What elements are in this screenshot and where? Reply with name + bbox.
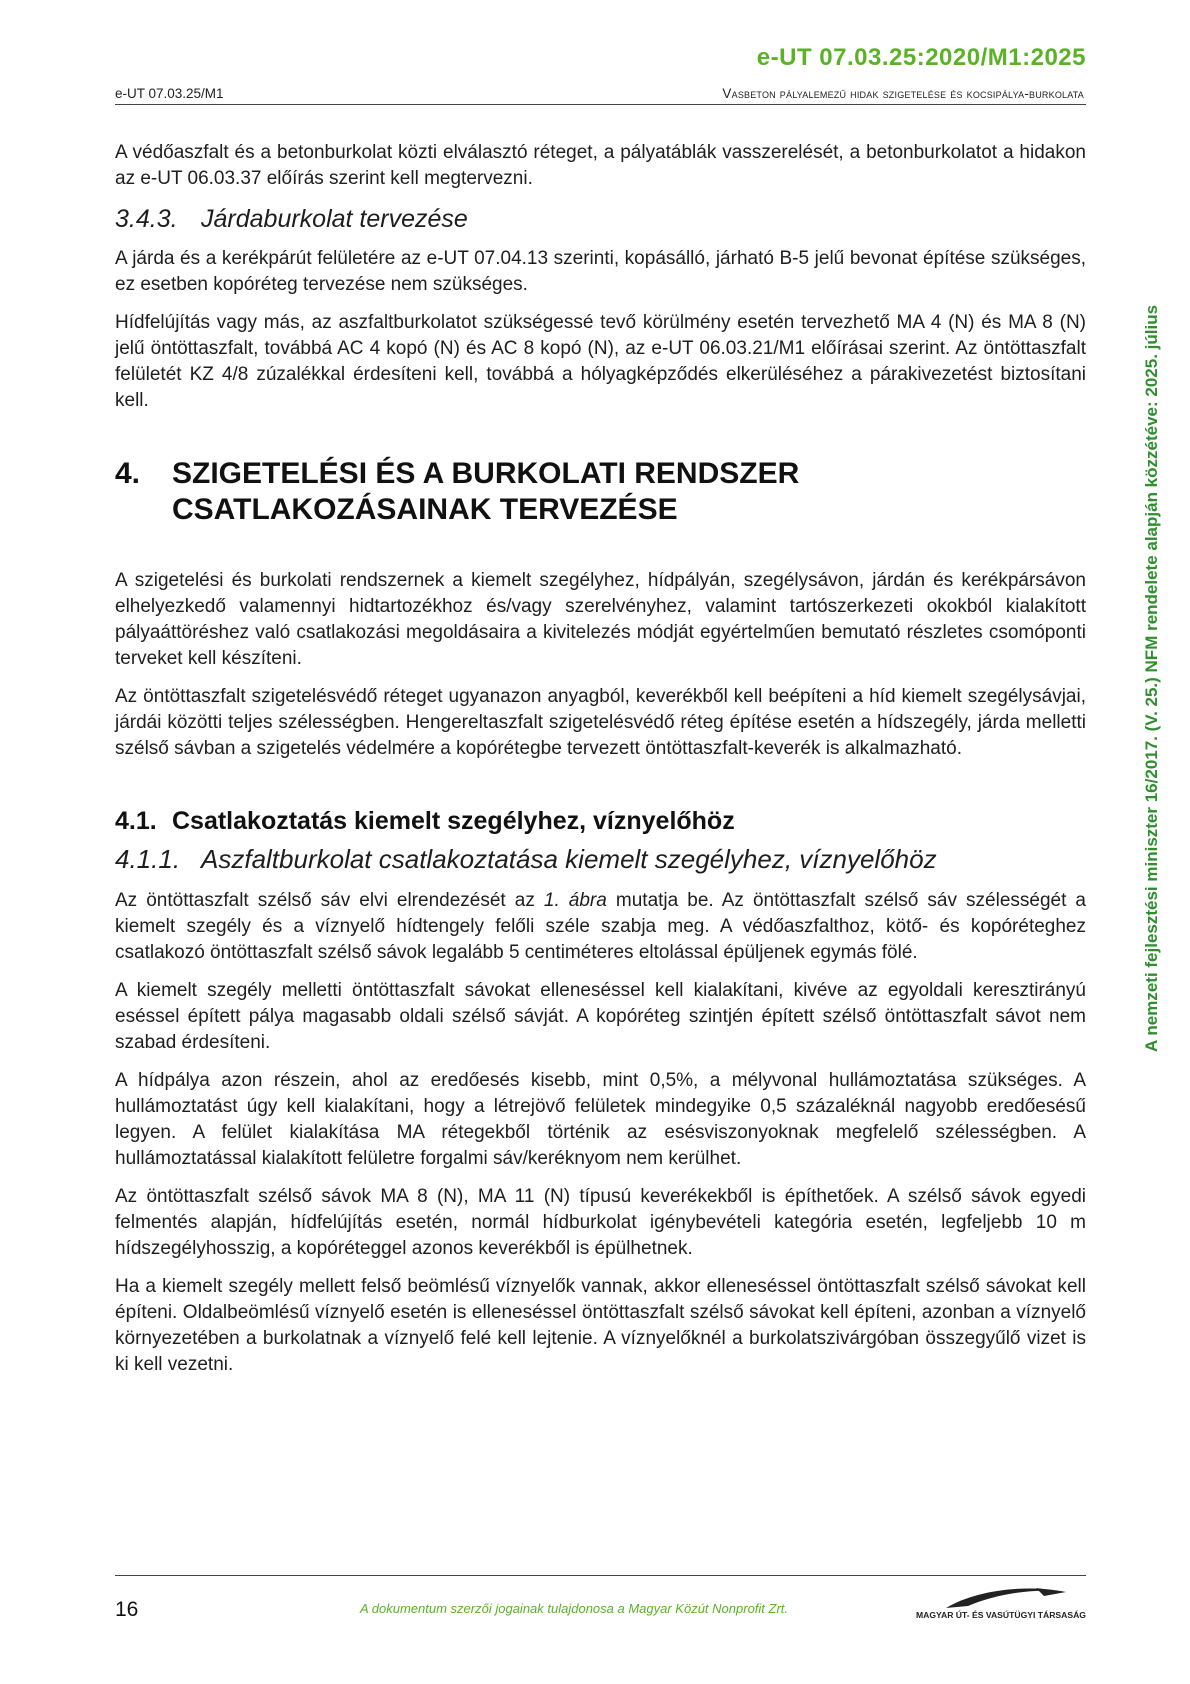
paragraph: Ha a kiemelt szegély mellett felső beömlésű víznyelők vannak, akkor elleneséssel öntöttaszfalt szélső sávokat kell építeni. Oldalbeömlésű víznyelő esetén is elleneséssel öntöttaszfalt szélső sávokat kell építeni, azonban a víznyelő környezetében a burkolatnak a víznyelő felé kell lejtenie. A víznyelőknél a burkolatszivárgóban összegyűlő vizet is ki kell vezetni. [115,1276,1086,1375]
page-number: 16 [115,1598,139,1621]
section-number: 4.1.1. [115,844,181,874]
paragraph: A járda és a kerékpárút felületére az e-UT 07.04.13 szerinti, kopásálló, járható B-5 jelű bevonat építése szükséges, ez esetben kopóréteg tervezése nem szükséges. [115,248,1086,295]
paragraph: Hídfelújítás vagy más, az aszfaltburkolatot szükségessé tevő körülmény esetén tervezhető MA 4 (N) és MA 8 (N) jelű öntöttaszfalt, továbbá AC 4 kopó (N) és AC 8 kopó (N), az e-UT 06.03.21/M1 előírásai szerint. Az öntöttaszfalt felületét KZ 4/8 zúzalékkal érdesíteni kell, továbbá a hólyagképződés elkerüléséhez a párakivezetést biztosítani kell. [115,312,1086,411]
section-number: 3.4.3. [115,205,178,233]
header-document-title: Vasbeton pályalemezű hidak szigetelése és kocsipálya-burkolata [722,86,1084,101]
figure-reference: 1. ábra [543,890,607,911]
section-3-4-3-heading [115,204,1086,234]
chapter-4-heading [115,456,1086,528]
header-standard-id: e-UT 07.03.25/M1 [115,86,224,101]
footer-divider [115,1575,1086,1576]
section-title: Aszfaltburkolat csatlakoztatása kiemelt szegélyhez, víznyelőhöz [201,844,937,874]
society-logo [916,1582,1088,1626]
text-run: Az öntöttaszfalt szélső sáv elvi elrendezését az [115,890,544,911]
chapter-number: 4. [115,457,141,490]
paragraph: A hídpálya azon részein, ahol az eredőesés kisebb, mint 0,5%, a mélyvonal hullámoztatása szükséges. A hullámoztatást úgy kell kialakítani, hogy a létrejövő felületek mindegyike 0,5 százaléknál nagyobb eredőesésű legyen. A felület kialakítása MA rétegekből történik az esésviszonyoknak megfelelő szélességben. A hullámoztatással kialakított felületre forgalmi sáv/keréknyom nem kerülhet. [115,1070,1086,1169]
page-content [115,140,1086,1390]
paragraph: Az öntöttaszfalt szélső sávok MA 8 (N), MA 11 (N) típusú keverékekből is építhetőek. A szélső sávok egyedi felmentés alapján, hídfelújítás esetén, normál hídburkolat igénybevételi kategória esetén, legfeljebb 10 m hídszegélyhosszig, a kopóréteggel azonos keverékből is épülhetnek. [115,1186,1086,1259]
document-code: e-UT 07.03.25:2020/M1:2025 [756,44,1086,71]
header-divider [115,104,1086,105]
section-4-1-1-heading [115,844,1086,874]
paragraph: A szigetelési és burkolati rendszernek a kiemelt szegélyhez, hídpályán, szegélysávon, járdán és kerékpársávon elhelyezkedő valamennyi hidtartozékhoz és/vagy szerelvényhez, valamint tartószerkezeti okokból kialakított pályaáttöréshez való csatlakozási megoldásaira a kivitelezés módját egyértelműen bemutató részletes csomóponti terveket kell készíteni. [115,570,1086,669]
paragraph: A kiemelt szegély melletti öntöttaszfalt sávokat elleneséssel kell kialakítani, kivéve az egyoldali keresztirányú eséssel épített pálya magasabb oldali szélső sávját. A kopóréteg szintjén épített szélső öntöttaszfalt sávot nem szabad érdesíteni. [115,980,1086,1053]
copyright-notice: A dokumentum szerzői jogainak tulajdonosa a Magyar Közút Nonprofit Zrt. [360,1601,789,1616]
chapter-title-line-1: SZIGETELÉSI ÉS A BURKOLATI RENDSZER [172,457,800,490]
text-run: mutatja be. Az öntöttaszfalt szélső sáv szélességét a kiemelt szegély és a víznyelő hídtengely felőli széle szabja meg. A védőaszfalthoz, kötő- és kopóréteghez csatlakozó öntöttaszfalt szélső sávok legalább 5 centiméteres eltolással épüljenek egymás fölé. [115,890,1086,963]
section-number: 4.1. [115,807,157,835]
section-title: Csatlakoztatás kiemelt szegélyhez, víznyelőhöz [172,807,735,835]
intro-paragraph: A védőaszfalt és a betonburkolat közti elválasztó réteget, a pályatáblák vasszerelését, a betonburkolatot a hidakon az e-UT 06.03.37 előírás szerint kell megtervezni. [115,142,1086,189]
paragraph [115,888,1086,966]
section-4-1-heading [115,806,1086,836]
logo-text: MAGYAR ÚT- ÉS VASÚTÜGYI TÁRSASÁG [916,1610,1086,1620]
publication-note-text: A nemzeti fejlesztési miniszter 16/2017. (V. 25.) NFM rendelete alapján közzétéve: 2025. július [1142,304,1161,1052]
chapter-title [172,456,1086,528]
chapter-title-line-2: CSATLAKOZÁSAINAK TERVEZÉSE [172,493,678,526]
section-title: Járdaburkolat tervezése [201,205,468,233]
paragraph: Az öntöttaszfalt szigetelésvédő réteget ugyanazon anyagból, keverékből kell beépíteni a híd kiemelt szegélysávjai, járdái közötti teljes szélességben. Hengereltaszfalt szigetelésvédő réteg építése esetén a hídszegély, járda melletti szélső sávban a szigetelés védelmére a kopórétegbe tervezett öntöttaszfalt-keverék is alkalmazható. [115,686,1086,759]
